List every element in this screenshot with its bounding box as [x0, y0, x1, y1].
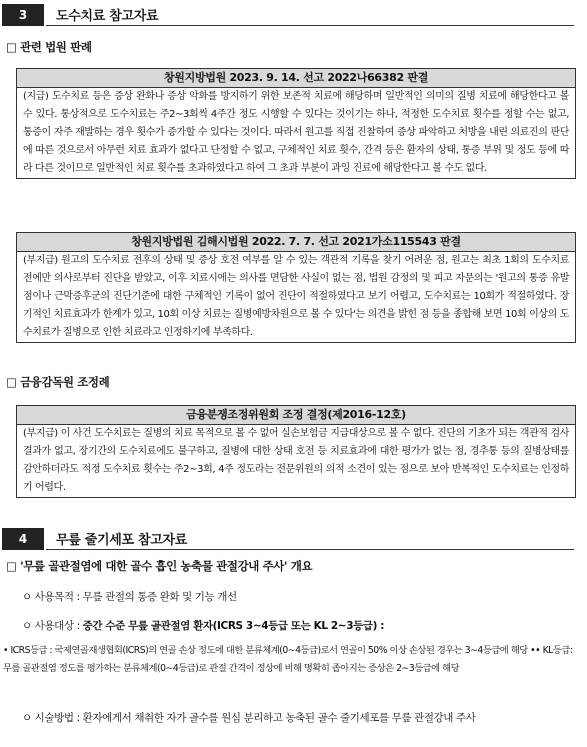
- section-number: 4: [2, 528, 44, 550]
- case-box-1: [16, 68, 576, 179]
- case-body: (지급) 도수치료 등은 증상 완화나 증상 악화를 방지하기 위한 보존적 치료에 해당하며 일반적인 의미의 질병 치료에 해당한다고 볼 수 있다. 통상적으로 도수치료는 주2∼3회씩 4주간 정도 시행할 수 있다는 것이기는 하나, 적정한 도수치료 횟수를 정할 수는 없고, 통증이 자주 재발하는 경우 횟수가 증가할 수 있다는 것이다. 따라서 원고를 직접 진찰하여 증상 파악하고 처방을 내린 의료진의 판단에 따른 것으로서 아무런 치료 효과가 없다고 단정할 수 없고, 구체적인 치료 횟수, 간격 등은 환자의 상태, 통증 부위 및 정도 등에 따라 다른 것이므로 일반적인 치료 횟수를 초과하였다고 하여 그 초과 부분이 과잉 진료에 해당한다고 볼 수도 없다.: [23, 91, 569, 174]
- case-box-3: [16, 405, 576, 498]
- item-purpose: ㅇ 사용목적 : 무릎 관절의 통증 완화 및 기능 개선: [22, 591, 237, 603]
- section-title: 도수치료 참고자료: [56, 9, 159, 24]
- case-body: (부지급) 원고의 도수치료 전후의 상태 및 증상 호전 여부를 알 수 있는 객관적 기록을 찾기 어려운 점, 원고는 최초 1회의 도수치료 전에만 의사로부터 진단을 받았고, 이후 치료시에는 의사를 면담한 사실이 없는 점, 법원 감정의 및 피고 자문의는 '원고의 통증 유발점이나 근막증후군의 진단기준에 대한 구체적인 기록이 없어 진단이 적절하였다고 보기 어렵고, 도수치료는 10회가 적절하였다. 장기적인 치료효과가 한계가 있고, 10회 이상 치료는 질병예방차원으로 볼 수 있다'는 의견을 밝힌 점 등을 종합해 보면 10회 이상의 도수치료가 질병으로 인한 치료라고 인정하기에 부족하다.: [23, 255, 569, 338]
- section-4-header: [2, 528, 574, 550]
- case-title: 창원지방법원 2023. 9. 14. 선고 2022나66382 판결: [17, 69, 575, 88]
- subheading-overview: □ '무릎 골관절염에 대한 골수 흡인 농축물 관절강내 주사' 개요: [6, 559, 313, 573]
- case-body: (부지급) 이 사건 도수치료는 질병의 치료 목적으로 볼 수 없어 실손보험금 지급대상으로 볼 수 없다. 진단의 기초가 되는 객관적 검사 결과가 없고, 장기간의 도수치료에도 불구하고, 질병에 대한 상태 호전 등 치료효과에 대한 평가가 없는 점, 경추통 등의 질병상태를 감안하더라도 적정 도수치료 횟수는 주2∼3회, 4주 정도라는 전문위원의 의적 소견이 있는 점으로 보아 반복적인 도수치료는 인정하기 어렵다.: [23, 428, 569, 493]
- section-underline: [46, 25, 574, 26]
- subheading-court-cases: □ 관련 법원 판례: [6, 40, 92, 54]
- item-method: ㅇ 시술방법 : 환자에게서 채취한 자가 골수를 원심 분리하고 농축된 골수 줄기세포를 무릎 관절강내 주사: [22, 712, 476, 724]
- section-underline: [46, 549, 574, 550]
- section-number: 3: [2, 4, 44, 26]
- footnote-grades: • ICRS등급 : 국제연골재생협회(ICRS)의 연골 손상 정도에 대한 분류체계(0∼4등급)로서 연골이 50% 이상 손상된 경우는 3∼4등급에 해당 •• KL등급: 무릎 골관절염 정도를 평가하는 분류체계(0∼4등급)로 관절 간격이 정상에 비해 명확히 좁아지는 증상은 2∼3등급에 해당: [3, 645, 573, 674]
- item-target: [22, 618, 384, 633]
- case-title: 창원지방법원 김해시법원 2022. 7. 7. 선고 2021가소115543 판결: [17, 233, 575, 252]
- section-3-header: [2, 4, 574, 26]
- section-title: 무릎 줄기세포 참고자료: [56, 533, 188, 548]
- case-box-2: [16, 232, 576, 343]
- item-target-label: ㅇ 사용대상 :: [22, 620, 83, 632]
- item-target-value: 중간 수준 무릎 골관절염 환자(ICRS 3~4등급 또는 KL 2~3등급) :: [82, 620, 385, 632]
- case-title: 금융분쟁조정위원회 조정 결정(제2016-12호): [17, 406, 575, 425]
- subheading-fss-mediation: □ 금융감독원 조정례: [6, 375, 110, 389]
